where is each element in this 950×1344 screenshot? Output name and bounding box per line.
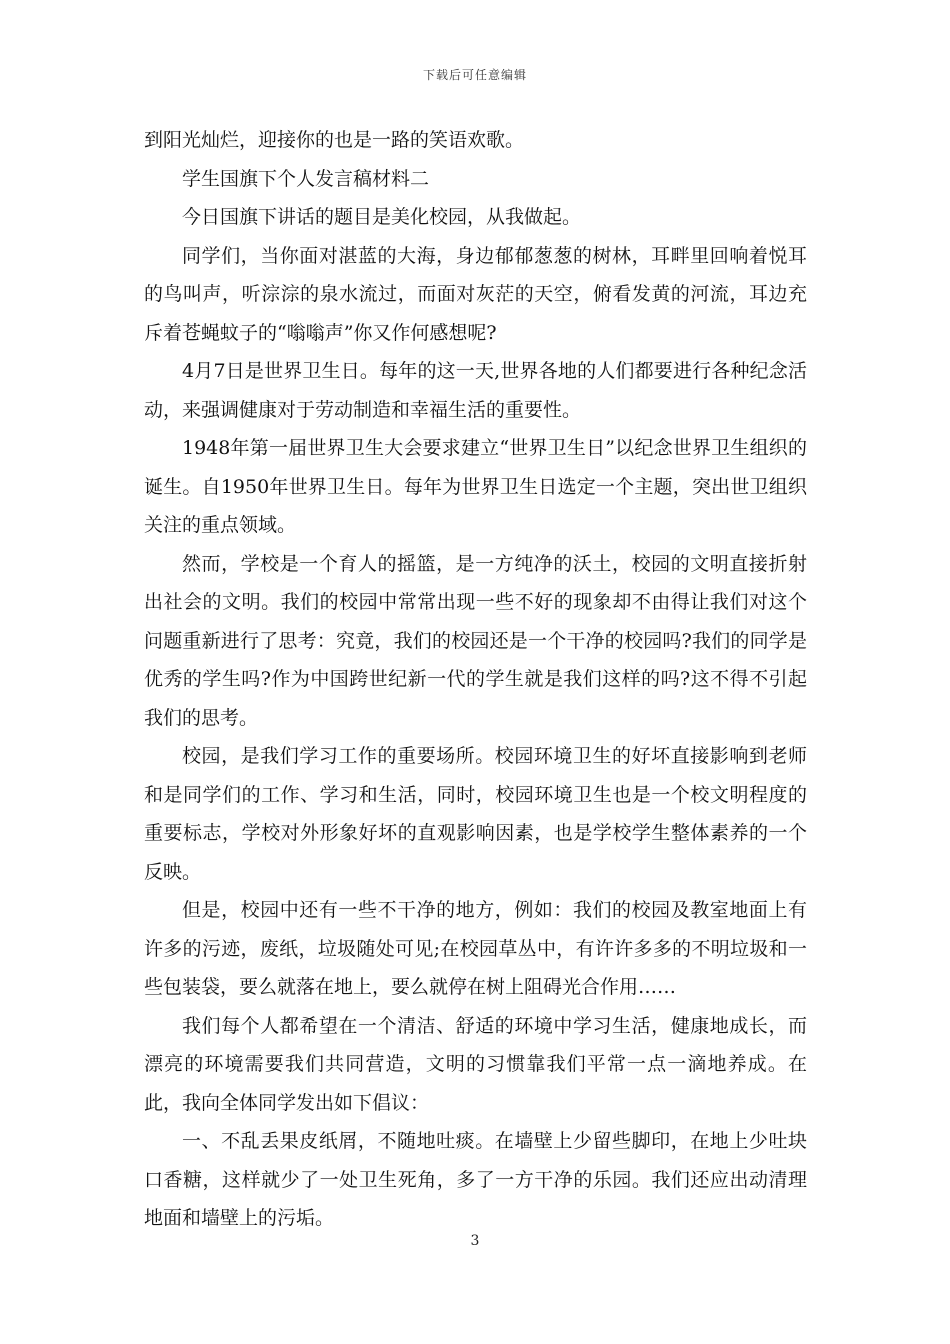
paragraph: 但是，校园中还有一些不干净的地方，例如：我们的校园及教室地面上有许多的污迹，废纸，垃圾随处可见;在校园草丛中，有许许多多的不明垃圾和一些包装袋，要么就落在地上，要么就停在树上阻碍光合作用……: [144, 899, 807, 998]
paragraph: 1948年第一届世界卫生大会要求建立“世界卫生日”以纪念世界卫生组织的诞生。自1950年世界卫生日。每年为世界卫生日选定一个主题，突出世卫组织关注的重点领域。: [144, 437, 807, 536]
paragraph: 今日国旗下讲话的题目是美化校园，从我做起。: [182, 206, 582, 228]
paragraph: 一、不乱丢果皮纸屑，不随地吐痰。在墙壁上少留些脚印，在地上少吐块口香糖，这样就少了一处卫生死角，多了一方干净的乐园。我们还应出动清理地面和墙壁上的污垢。: [144, 1130, 807, 1229]
document-body: [144, 121, 807, 1238]
paragraph: 校园，是我们学习工作的重要场所。校园环境卫生的好坏直接影响到老师和是同学们的工作、学习和生活，同时，校园环境卫生也是一个校文明程度的重要标志，学校对外形象好坏的直观影响因素，也是学校学生整体素养的一个反映。: [144, 745, 807, 883]
paragraph-continuation: 到阳光灿烂，迎接你的也是一路的笑语欢歌。: [144, 129, 525, 151]
page-number: 3: [470, 1233, 480, 1249]
paragraph: 4月7日是世界卫生日。每年的这一天,世界各地的人们都要进行各种纪念活动，来强调健康对于劳动制造和幸福生活的重要性。: [144, 360, 807, 421]
section-title: 学生国旗下个人发言稿材料二: [182, 167, 430, 190]
paragraph: 我们每个人都希望在一个清洁、舒适的环境中学习生活，健康地成长，而漂亮的环境需要我们共同营造，文明的习惯靠我们平常一点一滴地养成。在此，我向全体同学发出如下倡议：: [144, 1014, 807, 1114]
paragraph: 然而，学校是一个育人的摇篮，是一方纯净的沃土，校园的文明直接折射出社会的文明。我们的校园中常常出现一些不好的现象却不由得让我们对这个问题重新进行了思考：究竟，我们的校园还是一个干净的校园吗?我们的同学是优秀的学生吗?作为中国跨世纪新一代的学生就是我们这样的吗?这不得不引起我们的思考。: [144, 552, 807, 729]
paragraph: 同学们，当你面对湛蓝的大海，身边郁郁葱葱的树林，耳畔里回响着悦耳的鸟叫声，听淙淙的泉水流过，而面对灰茫的天空，俯看发黄的河流，耳边充斥着苍蝇蚊子的“嗡嗡声”你又作何感想呢?: [144, 244, 807, 344]
page-header: 下载后可任意编辑: [422, 68, 527, 82]
